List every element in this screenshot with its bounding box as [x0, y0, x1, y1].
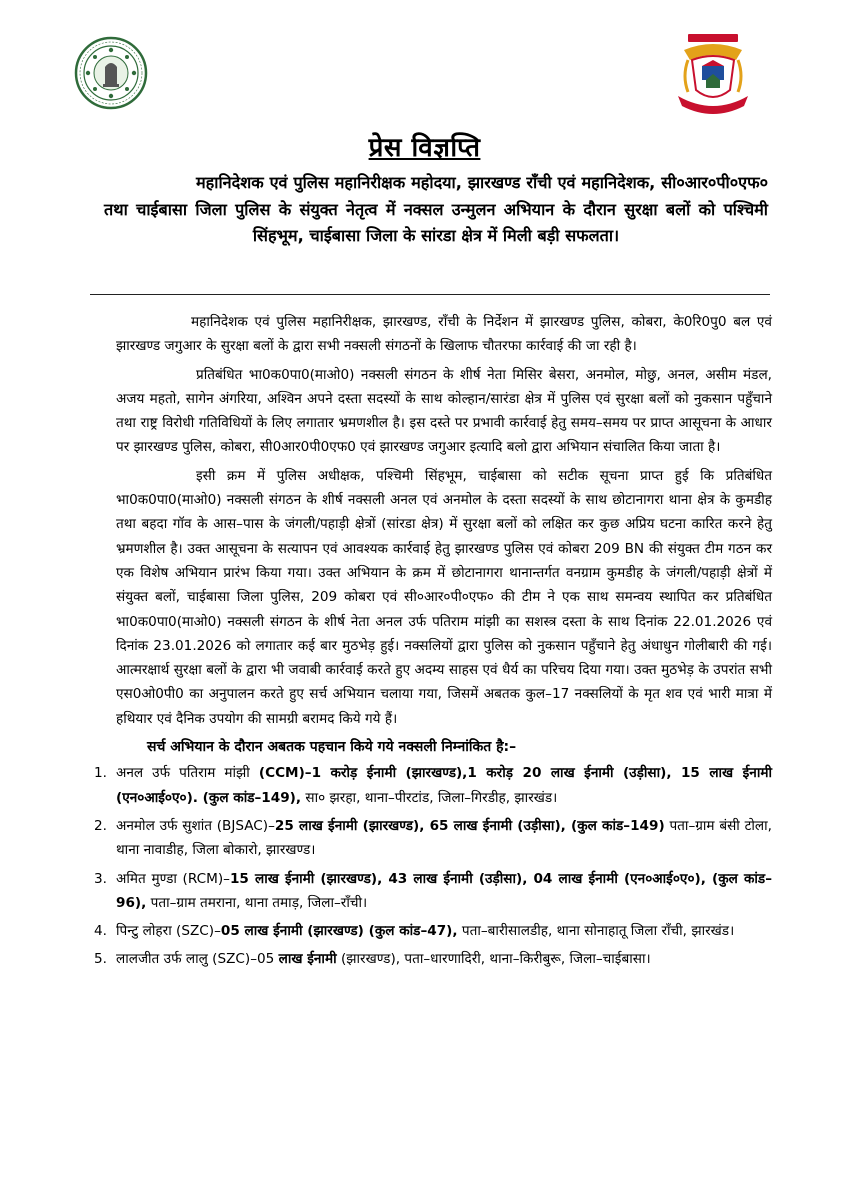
jharkhand-government-seal-icon: [74, 34, 148, 112]
list-item-number: 3.: [94, 870, 107, 887]
list-item-number: 4.: [94, 923, 107, 940]
divider: [90, 294, 770, 295]
body-paragraph: महानिदेशक एवं पुलिस महानिरीक्षक, झारखण्ड, राँची के निर्देशन में झारखण्ड पुलिस, कोबरा, के0रि0पु0 बल एवं झारखण्ड जगुआर के सुरक्षा बलों के द्वारा सभी नक्सली संगठनों के खिलाफ चौतरफा कार्रवाई की जा रही है।: [116, 314, 772, 355]
accused-address: सा० झरहा, थाना–पीरटांड, जिला–गिरडीह, झारखंड।: [305, 789, 558, 806]
list-item: [94, 947, 772, 971]
press-release-subject: महानिदेशक एवं पुलिस महानिरीक्षक महोदया, झारखण्ड राँची एवं महानिदेशक, सी०आर०पी०एफ० तथा चाईबासा जिला पुलिस के संयुक्त नेतृत्व में नक्सल उन्मुलन अभियान के दौरान सुरक्षा बलों को पश्चिमी सिंहभूम, चाईबासा जिला के सांरडा क्षेत्र में मिली बड़ी सफलता।: [104, 173, 768, 245]
list-item: [94, 814, 772, 863]
list-item-number: 1.: [94, 765, 107, 782]
accused-name: पिन्टु लोहरा (SZC)–: [116, 923, 221, 940]
list-item-number: 2.: [94, 817, 107, 834]
accused-reward-details: 15 लाख ईनामी (झारखण्ड), 43 लाख ईनामी (उड़ीसा), 04 लाख ईनामी (एन०आई०ए०), (कुल कांड–96),: [116, 870, 772, 911]
list-item: [94, 867, 772, 916]
accused-address: पता–ग्राम तमराना, थाना तमाड़, जिला–राँची।: [150, 894, 368, 911]
accused-name: अनमोल उर्फ सुशांत (BJSAC)–: [116, 817, 275, 834]
list-item: [94, 761, 773, 810]
list-item: [94, 919, 772, 943]
accused-list: [94, 761, 773, 971]
jharkhand-police-emblem-icon: [668, 30, 758, 120]
accused-reward-details: (CCM)–1 करोड़ ईनामी (झारखण्ड),1 करोड़ 20 लाख ईनामी (उड़ीसा), 15 लाख ईनामी (एन०आई०ए०). (कुल कांड–149),: [116, 765, 773, 806]
accused-name: अमित मुण्डा (RCM)–: [116, 870, 230, 887]
accused-name: लालजीत उर्फ लालु (SZC)–05: [116, 951, 275, 968]
accused-name: अनल उर्फ पतिराम मांझी: [116, 765, 250, 782]
accused-reward-details: लाख ईनामी: [278, 951, 337, 968]
page-title: प्रेस विज्ञप्ति: [368, 133, 481, 163]
list-item-number: 5.: [94, 951, 107, 968]
accused-address: (झारखण्ड), पता–धारणादिरी, थाना–किरीबुरू, जिला–चाईबासा।: [340, 951, 651, 968]
accused-address: पता–बारीसालडीह, थाना सोनाहातू जिला राँची, झारखंड।: [461, 923, 735, 940]
accused-reward-details: 25 लाख ईनामी (झारखण्ड), 65 लाख ईनामी (उड़ीसा), (कुल कांड–149): [274, 817, 665, 834]
press-release-body: [94, 310, 773, 976]
accused-address: पता–ग्राम बंसी टोला, थाना नावाडीह, जिला बोकारो, झारखण्ड।: [116, 817, 772, 859]
accused-list-heading: सर्च अभियान के दौरान अबतक पहचान किये गये नक्सली निम्नांकित है:–: [147, 739, 517, 756]
body-paragraph: इसी क्रम में पुलिस अधीक्षक, पश्चिमी सिंहभूम, चाईबासा को सटीक सूचना प्राप्त हुई कि प्रतिबंधित भा0क0पा0(माओ0) नक्सली संगठन के शीर्ष नक्सली अनल एवं अनमोल के दस्ता सदस्यों के साथ छोटानागरा थाना क्षेत्र के कुमडीह तथा बहदा गॉव के आस–पास के जंगली/पहाड़ी क्षेत्रों (सांरडा क्षेत्र) में सुरक्षा बलों को लक्षित कर कुछ अप्रिय घटना कारित करने हेतु भ्रमणशील है। उक्त आसूचना के सत्यापन एवं आवश्यक कार्रवाई हेतु झारखण्ड पुलिस एवं कोबरा 209 BN की संयुक्त टीम गठन कर एक विशेष अभियान प्रारंभ किया गया। उक्त अभियान के क्रम में छोटानागरा थानान्तर्गत वनग्राम कुमडीह के जंगली/पहाड़ी क्षेत्रों में संयुक्त बलों, चाईबासा जिला पुलिस, 209 कोबरा एवं सी०आर०पी०एफ० की टीम ने एक साथ समन्वय स्थापित कर प्रतिबंधित भा0क0पा0(माओ0) नक्सली संगठन के शीर्ष नेता अनल उर्फ पतिराम मांझी का सशस्त्र दस्ता के साथ दिनांक 22.01.2026 एवं दिनांक 23.01.2026 को लगातार कई बार मुठभेड़ हुई। नक्सलियों द्वारा पुलिस को नुकसान पहुँचाने हेतु अंधाधुन गोलीबारी की गई। आत्मरक्षार्थ सुरक्षा बलों के द्वारा भी जवाबी कार्रवाई करते हुए अदम्य साहस एवं धैर्य का परिचय दिया गया। उक्त मुठभेड़ के उपरांत सभी एस0ओ0पी0 का अनुपालन करते हुए सर्च अभियान चलाया गया, जिसमें अबतक कुल–17 नक्सलियों के मृत शव एवं भारी मात्रा में हथियार एवं दैनिक उपयोग की सामग्री बरामद किये गये हैं।: [116, 467, 772, 727]
body-paragraph: प्रतिबंधित भा0क0पा0(माओ0) नक्सली संगठन के शीर्ष नेता मिसिर बेसरा, अनमोल, मोछु, अनल, असीम मंडल, अजय महतो, सागेन अंगरिया, अश्विन अपने दस्ता सदस्यों के साथ कोल्हान/सारंडा क्षेत्र में पुलिस एवं सुरक्षा बलों को नुकसान पहुँचाने तथा राष्ट्र विरोधी गतिविधियों के लिए लगातार भ्रमणशील है। इस दस्ते पर प्रभावी कार्रवाई हेतु समय–समय पर प्राप्त आसूचना के आधार पर झारखण्ड पुलिस, कोबरा, सी0आर0पी0एफ0 एवं झारखण्ड जगुआर इत्यादि बलो द्वारा अभियान संचालित किया जाता है।: [116, 366, 772, 456]
accused-reward-details: 05 लाख ईनामी (झारखण्ड) (कुल कांड–47),: [220, 923, 458, 940]
